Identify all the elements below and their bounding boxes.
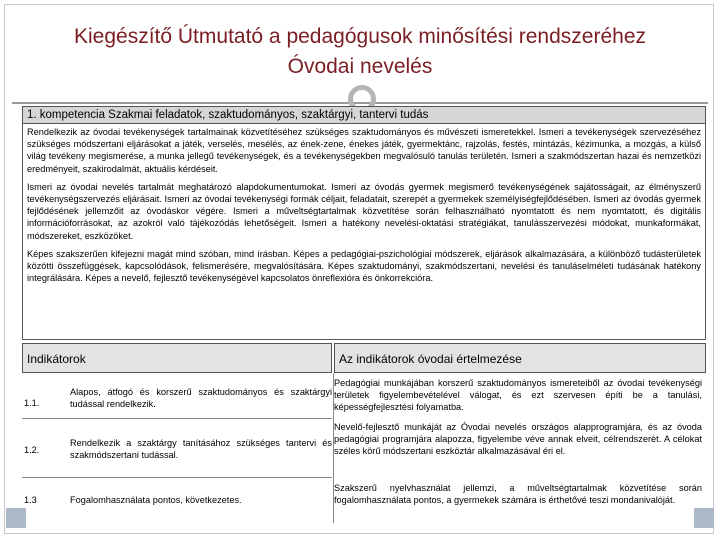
competency-paragraph-2: Ismeri az óvodai nevelés tartalmát meghatározó alapdokumentumokat. Ismeri az óvodás gyermek megismerő tevékenységének sajátosságait, az élményszerű tevékenységszervezés eljárásait. Ismeri az óvodai tevékenységi formák céljait, feladatait, szerepét a gyermekek személyiségfejlődésében. Ismeri az óvodás gyermek fejlődésének jellemzőit az óvodáskor végére. Ismeri a műveltségtartalmak közvetítése során felhasználható nyomtatott és nem nyomtatott, és digitális információforrásokat, az azokról való tájékozódás lehetőségeit. Ismeri a hatékony nevelési-oktatási stratégiákat, tanulásszervezési módokat, munkaformákat, módszereket, eszközöket. (27, 181, 701, 241)
indicators-header: Indikátorok (22, 343, 332, 373)
slide-title (0, 22, 720, 82)
title-line-1: Kiegészítő Útmutató a pedagógusok minősítési rendszeréhez (74, 25, 646, 48)
indicator-text-3: Fogalomhasználata pontos, következetes. (70, 495, 242, 505)
indicator-number-3: 1.3 (24, 495, 37, 505)
title-line-2: Óvodai nevelés (287, 55, 433, 78)
indicator-number-2: 1.2. (24, 445, 40, 455)
interpretation-text-2: Nevelő-fejlesztő munkáját az Óvodai nevelés országos alapprogramjára, és az óvoda pedagógiai programjára alapozza, figyelembe véve annak elveit, célrendszerét. A célokat széles körű módszertani eszköztár alkalmazásával éri el. (334, 422, 702, 457)
indicator-number-1: 1.1. (24, 398, 40, 408)
bottom-left-accent (6, 508, 26, 528)
bottom-right-accent (694, 508, 714, 528)
indicator-text-1: Alapos, átfogó és korszerű szaktudományos és szaktárgyi tudással rendelkezik. (70, 387, 332, 410)
interpretation-text-1: Pedagógiai munkájában korszerű szaktudományos ismereteiből az óvodai tevékenységi területek figyelembevételével válogat, és ezt szervesen építi be a tanulási, képességfejlesztési folyamatba. (334, 378, 702, 413)
competency-paragraph-3: Képes szakszerűen kifejezni magát mind szóban, mind írásban. Képes a pedagógiai-pszichológiai módszerek, eljárások alkalmazására, a különböző tudásterületek közötti összefüggések, kapcsolódások, felismerésére, megvalósítására. Képes szaktudományi, szakmódszertani, nevelési és tanuláselméleti tudásának hatékony integrálására. Képes a nevelő, fejlesztő tevékenységével kapcsolatos önreflexióra és önkorrekcióra. (27, 248, 701, 284)
interpretation-header: Az indikátorok óvodai értelmezése (334, 343, 706, 373)
competency-header: 1. kompetencia Szakmai feladatok, szaktudományos, szaktárgyi, tantervi tudás (22, 106, 706, 124)
indicator-text-2: Rendelkezik a szaktárgy tanításához szükséges tantervi és szakmódszertani tudással. (70, 438, 332, 461)
competency-description (22, 124, 706, 340)
competency-paragraph-1: Rendelkezik az óvodai tevékenységek tartalmainak közvetítéséhez szükséges szaktudományos és művészeti ismeretekkel. Ismeri a tevékenységek szervezéséhez szükséges módszertani eljárásokat a játék, verselés, mesélés, az ének-zene, énekes játék, gyermektánc, rajzolás, festés, mintázás, kézimunka, a mozgás, a külső világ tevékeny megismerése, a munka jellegű tevékenységek, és a tevékenységekben megvalósuló tanulás területén. Ismeri a szakmódszertan hazai és nemzetközi eredményeit, szakirodalmát, aktuális kérdéseit. (27, 127, 701, 174)
interpretation-text-3: Szakszerű nyelvhasználat jellemzi, a műveltségtartalmak közvetítése során fogalomhasználata pontos, a gyermekek számára is érthetővé teszi mondanivalóját. (334, 483, 702, 506)
row-divider-2-left (22, 477, 332, 478)
row-divider-1-left (22, 418, 332, 419)
